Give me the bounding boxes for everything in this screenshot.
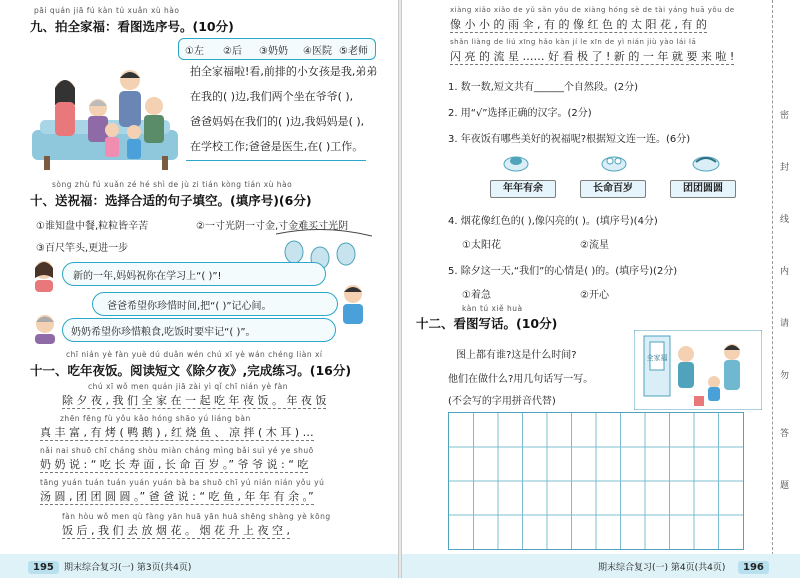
seal-line-strip (770, 0, 800, 555)
s10-bubble-3-text: 奶奶希望你珍惜粮食,吃饭时要牢记“( )”。 (71, 327, 256, 338)
s10-opt-2: ②一寸光阴一寸金,寸金难买寸光阴 (196, 221, 349, 232)
s9-title: 九、拍全家福：看图选序号。(10分) (30, 19, 234, 34)
r-row-1-pinyin: xiàng xiǎo xiǎo de yǔ sǎn yǒu de xiàng hóng sè de tài yáng huā yǒu de (450, 6, 735, 14)
s11-title-pinyin: chī nián yè fàn yuè dú duǎn wén chú xī yè wán chéng liàn xí (66, 350, 323, 359)
q5-opt-1: ①着急 (462, 290, 491, 301)
s10-opt-3: ③百尺竿头,更进一步 (36, 243, 129, 254)
seal-char-5: 请 (780, 319, 790, 329)
q1-text: 1. 数一数,短文共有______个自然段。(2分) (448, 82, 639, 93)
left-footer-text: 期末综合复习(一) 第3页(共4页) (64, 563, 192, 573)
s9-opt-1: ①左 (185, 46, 204, 57)
right-footer-text: 期末综合复习(一) 第4页(共4页) (598, 563, 726, 573)
right-page (402, 0, 800, 578)
q3-text: 3. 年夜饭有哪些美好的祝福呢?根据短文连一连。(6分) (448, 134, 691, 145)
girl-head (105, 123, 119, 137)
door-poster-text: 全家福 (646, 354, 668, 362)
s9-opt-2: ②后 (223, 46, 242, 57)
s9-title-pinyin: pāi quán jiā fú kàn tú xuǎn xù hào (34, 6, 180, 15)
grandpa-head (145, 97, 163, 115)
s10-title: 十、送祝福：选择合适的句子填空。(填序号)(6分) (30, 193, 312, 208)
r-row-2-pinyin: shǎn liàng de liú xīng hǎo kàn jí le xīn de yì nián jiù yào lái lā (450, 38, 697, 46)
s11-row-4-pinyin: tāng yuán tuán tuán yuán yuán bà ba shuō chī yú nián nián yǒu yú (40, 478, 325, 487)
left-footer (0, 554, 398, 578)
q3-choice-1: 年年有余 (490, 180, 556, 198)
s12-title-pinyin: kàn tú xiě huà (462, 304, 523, 313)
family-photo-illustration (30, 60, 180, 172)
left-page (0, 0, 398, 578)
s12-prompt-2: 他们在做什么?用几句话写一写。 (448, 374, 594, 385)
seal-char-8: 题 (780, 481, 790, 491)
s9-line-4: 在学校工作;爸爸是医生,在( )工作。 (190, 140, 364, 153)
s10-bubble-1 (62, 262, 326, 286)
s12-prompt-3: (不会写的字用拼音代替) (448, 396, 556, 407)
s9-opt-3: ③奶奶 (259, 46, 288, 57)
s9-text-frame (186, 160, 366, 161)
seal-char-7: 答 (780, 429, 790, 439)
seal-char-2: 封 (780, 163, 790, 173)
q3-choice-2: 长命百岁 (580, 180, 646, 198)
left-page-number: 195 (28, 561, 59, 574)
father-avatar (338, 282, 368, 326)
s10-bubble-3 (62, 318, 336, 342)
r-row-1-text: 像 小 小 的 雨 伞 , 有 的 像 红 色 的 太 阳 花 , 有 的 (450, 18, 707, 31)
boy-head (127, 125, 141, 139)
q3-choice-3: 团团圆圆 (670, 180, 736, 198)
grandma-avatar (30, 312, 60, 344)
s11-row-4-text: 汤 圆 , 团 团 圆 圆 。” 爸 爸 说 : “ 吃 鱼 , 年 年 有 余 。” (40, 490, 314, 503)
s11-row-1-pinyin: chú xī wǒ men quán jiā zài yì qǐ chī nián yè fàn (88, 382, 288, 391)
seal-char-6: 勿 (780, 371, 790, 381)
s12-prompt-1: 图上都有谁?这是什么时间? (456, 350, 577, 361)
s11-row-1-text: 除 夕 夜 , 我 们 全 家 在 一 起 吃 年 夜 饭 。 年 夜 饭 (62, 394, 327, 407)
s11-row-5-text: 饭 后 , 我 们 去 放 烟 花 。 烟 花 升 上 夜 空 , (62, 524, 290, 537)
right-footer (402, 554, 800, 578)
q4-text: 4. 烟花像红色的( ),像闪亮的( )。(填序号)(4分) (448, 216, 658, 227)
seal-char-1: 密 (780, 111, 790, 121)
q2-text: 2. 用“√”选择正确的汉字。(2分) (448, 108, 592, 119)
dishes-illustration (502, 150, 722, 174)
s9-opt-5: ⑤老师 (339, 46, 368, 57)
s12-title: 十二、看图写话。(10分) (416, 316, 558, 331)
s11-row-2-pinyin: zhēn fēng fù yǒu kǎo hóng shāo yú liáng bàn (60, 414, 251, 423)
q5-opt-2: ②开心 (580, 290, 609, 301)
s11-row-3-pinyin: nǎi nai shuō chī cháng shòu miàn cháng mìng bǎi suì yé ye shuō (40, 446, 314, 455)
s10-bubble-2 (92, 292, 338, 316)
s9-line-1: 拍全家福啦!看,前排的小女孩是我,弟弟 (190, 65, 378, 78)
mother-avatar (30, 258, 58, 292)
s11-row-2-text: 真 丰 富 , 有 烤 ( 鸭 鹅 ) , 红 烧 鱼 、 凉 拌 ( 木 耳 ) … (40, 426, 314, 439)
s9-line-3: 爸爸妈妈在我们的( )边,我妈妈是( ), (190, 115, 365, 128)
r-row-2-text: 闪 亮 的 流 星 …… 好 看 极 了 ! 新 的 一 年 就 要 来 啦 ! (450, 50, 735, 63)
writing-grid[interactable] (448, 412, 744, 550)
s9-opt-4: ④医院 (303, 46, 332, 57)
right-page-number: 196 (738, 561, 769, 574)
s11-row-5-pinyin: fàn hòu wǒ men qù fàng yān huā yān huā shēng shàng yè kōng (62, 512, 331, 521)
s9-options-box (178, 38, 376, 60)
s11-row-3-text: 奶 奶 说 : “ 吃 长 寿 面 , 长 命 百 岁 。” 爷 爷 说 : “ 吃 (40, 458, 309, 471)
s11-title: 十一、吃年夜饭。阅读短文《除夕夜》,完成练习。(16分) (30, 363, 352, 378)
s10-opt-1: ①谁知盘中餐,粒粒皆辛苦 (36, 221, 149, 232)
q5-text: 5. 除夕这一天,“我们”的心情是( )的。(填序号)(2分) (448, 266, 678, 277)
s10-bubble-2-text: 爸爸希望你珍惜时间,把“( )”记心间。 (107, 301, 272, 312)
seal-dashed-line (772, 0, 773, 555)
seal-char-3: 线 (780, 215, 790, 225)
new-year-picture (634, 330, 762, 410)
s10-bubble-1-text: 新的一年,妈妈祝你在学习上“( )”! (73, 271, 222, 282)
q4-opt-1: ①太阳花 (462, 240, 501, 251)
s10-title-pinyin: sòng zhù fú xuǎn zé hé shì de jù zi tián kòng tián xù hào (52, 180, 293, 189)
seal-char-4: 内 (780, 267, 790, 277)
s9-line-2: 在我的( )边,我们两个坐在爷爷( ), (190, 90, 354, 103)
q4-opt-2: ②流星 (580, 240, 609, 251)
